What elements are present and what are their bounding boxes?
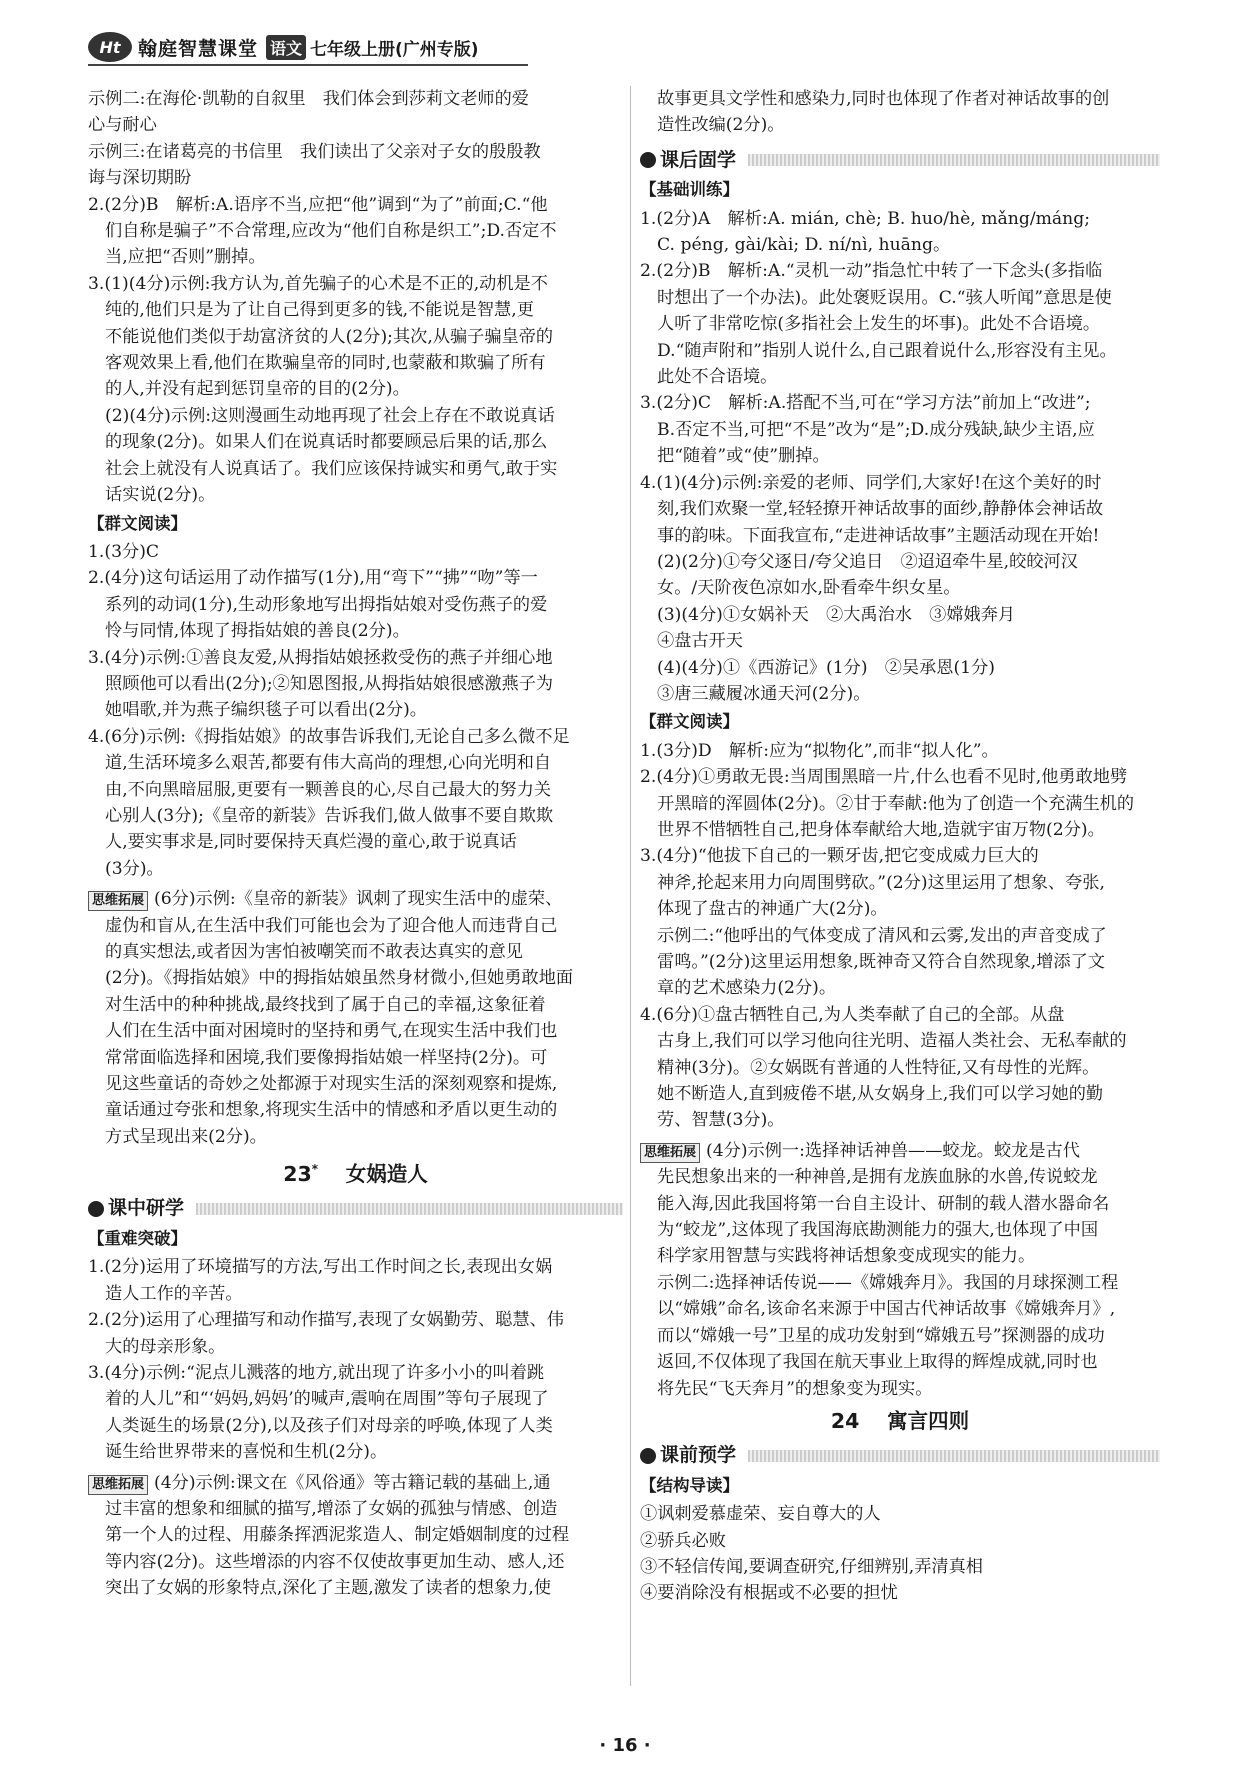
answer-line: 而以“嫦娥一号”卫星的成功发射到“嫦娥五号”探测器的成功 [657, 1325, 1105, 1346]
page-header [88, 30, 479, 64]
structure-item: ②骄兵必败 [640, 1530, 726, 1551]
answer-line: 返回,不仅体现了我国在航天事业上取得的辉煌成就,同时也 [657, 1352, 1098, 1373]
answer-line: 事的韵味。下面我宣布,“走进神话故事”主题活动现在开始! [657, 525, 1100, 546]
answer-line: 的真实想法,或者因为害怕被嘲笑而不敢表达真实的意见 [105, 942, 523, 962]
answer-line: 4.(6分)示例:《拇指姑娘》的故事告诉我们,无论自己多么微不足 [88, 726, 570, 747]
answer-line: 2.(2分)B 解析:A.“灵机一动”指急忙中转了一下念头(多指临 [640, 261, 1103, 282]
answer-line: 童话通过夸张和想象,将现实生活中的情感和矛盾以更生动的 [105, 1100, 558, 1121]
answer-line: 人们在生活中面对困境时的坚持和勇气,在现实生活中我们也 [105, 1021, 558, 1042]
answer-line: 女。/天阶夜色凉如水,卧看牵牛织女星。 [657, 578, 961, 599]
answer-line: 3.(4分)“他拔下自己的一颗牙齿,把它变成威力巨大的 [640, 846, 1039, 867]
answer-line: 社会上就没有人说真话了。我们应该保持诚实和勇气,敢于实 [105, 458, 558, 479]
bullet-icon [640, 1448, 656, 1464]
answer-line: 人听了非常吃惊(多指社会上发生的坏事)。此处不合语境。 [657, 314, 1101, 335]
answer-line: 4.(6分)①盘古牺牲自己,为人类奉献了自己的全部。从盘 [640, 1004, 1065, 1025]
answer-line: 对生活中的种种挑战,最终找到了属于自己的幸福,这象征着 [105, 994, 546, 1015]
lesson-23-title: 23* 女娲造人 [283, 1162, 428, 1187]
text-line: 诲与深切期盼 [88, 168, 192, 189]
answer-line: D.“随声附和”指别人说什么,自己跟着说什么,形容没有主见。 [657, 340, 1117, 361]
left-column [88, 86, 623, 1602]
answer-line: C. péng, gài/kài; D. ní/nì, huāng。 [657, 235, 951, 256]
answer-line: 系列的动词(1分),生动形象地写出拇指姑娘对受伤燕子的爱 [105, 594, 548, 615]
answer-line: 雷鸣。”(2分)这里运用想象,既神奇又符合自然现象,增添了文 [657, 952, 1105, 972]
answer-line: 的人,并没有起到惩罚皇帝的目的(2分)。 [105, 379, 410, 400]
right-column [640, 86, 1160, 1607]
page-number: · 16 · [599, 1735, 651, 1756]
answer-line: 3.(1)(4分)示例:我方认为,首先骗子的心术是不正的,动机是不 [88, 273, 548, 294]
answer-line: 心别人(3分);《皇帝的新装》告诉我们,做人做事不要自欺欺 [105, 805, 554, 826]
answer-line: 3.(4分)示例:“泥点儿溅落的地方,就出现了许多小小的叫着跳 [88, 1362, 545, 1383]
answer-line: 着的人儿”和“‘妈妈,妈妈’的喊声,震响在周围”等句子展现了 [105, 1389, 549, 1410]
answer-line: 2.(2分)运用了心理描写和动作描写,表现了女娲勤劳、聪慧、伟 [88, 1310, 564, 1331]
answer-line: 大的母亲形象。 [105, 1336, 226, 1357]
answer-line: 劳、智慧(3分)。 [657, 1110, 785, 1131]
answer-line: 道,生活环境多么艰苦,都要有伟大高尚的理想,心向光明和自 [105, 753, 552, 774]
answer-line: 纯的,他们只是为了让自己得到更多的钱,不能说是智慧,更 [105, 300, 534, 321]
structure-item: ④要消除没有根据或不必要的担忧 [640, 1583, 898, 1604]
answer-line: 故事更具文学性和感染力,同时也体现了作者对神话故事的创 [657, 89, 1110, 109]
answer-line: 方式呈现出来(2分)。 [105, 1126, 267, 1147]
answer-line: 开黑暗的浑圆体(2分)。②甘于奉献:他为了创造一个充满生机的 [657, 793, 1135, 814]
text-line: 示例三:在诸葛亮的书信里 我们读出了父亲对子女的殷殷教 [88, 141, 541, 162]
answer-line: 第一个人的过程、用藤条挥洒泥浆造人、制定婚姻制度的过程 [105, 1525, 570, 1546]
column-divider [630, 86, 631, 1686]
thinking-extension-tag: 思维拓展 [88, 891, 148, 911]
answer-line: 以“嫦娥”命名,该命名来源于中国古代神话故事《嫦娥奔月》, [657, 1299, 1116, 1320]
answer-line: 话实说(2分)。 [105, 485, 216, 506]
answer-line: 示例二:选择神话传说——《嫦娥奔月》。我国的月球探测工程 [657, 1272, 1119, 1293]
answer-line: 见这些童话的奇妙之处都源于对现实生活的深刻观察和提炼, [105, 1074, 558, 1095]
answer-line: 照顾他可以看出(2分);②知恩图报,从拇指姑娘很感激燕子为 [105, 673, 554, 694]
answer-line: 她不断造人,直到疲倦不堪,从女娲身上,我们可以学习她的勤 [657, 1084, 1104, 1105]
publisher-logo: Ht [88, 32, 132, 62]
lesson-24-title: 24 寓言四则 [830, 1408, 970, 1433]
subject-badge: 语文 [266, 35, 306, 60]
answer-line: (4)(4分)①《西游记》(1分) ②吴承恩(1分) [657, 657, 996, 678]
answer-line: 3.(4分)示例:①善良友爱,从拇指姑娘拯救受伤的燕子并细心地 [88, 647, 553, 668]
subsection-title: 【重难突破】 [88, 1228, 187, 1248]
section-header: 课中研学 [88, 1195, 623, 1221]
text-line: 示例二:在海伦·凯勒的自叙里 我们体会到莎莉文老师的爱 [88, 89, 529, 109]
answer-line: 造人工作的辛苦。 [105, 1283, 243, 1304]
answer-line: 诞生给世界带来的喜悦和生机(2分)。 [105, 1442, 388, 1463]
answer-line: 们自称是骗子”不合常理,应改为“他们自称是织工”;D.否定不 [105, 221, 557, 242]
answer-line: 她唱歌,并为燕子编织毯子可以看出(2分)。 [105, 700, 427, 721]
answer-line: 为“蛟龙”,这体现了我国海底勘测能力的强大,也体现了中国 [657, 1220, 1099, 1241]
subsection-title: 【基础训练】 [640, 180, 739, 200]
answer-line: 把“随着”或“使”删掉。 [657, 446, 830, 467]
answer-line: 不能说他们类似于劫富济贫的人(2分);其次,从骗子骗皇帝的 [105, 326, 554, 347]
answer-line: 将先民“飞天奔月”的想象变为现实。 [657, 1378, 933, 1399]
answer-line: 怜与同情,体现了拇指姑娘的善良(2分)。 [105, 621, 410, 642]
header-rule [88, 64, 528, 66]
answer-line: (3)(4分)①女娲补天 ②大禹治水 ③嫦娥奔月 [657, 604, 1016, 625]
answer-line: 当,应把“否则”删掉。 [105, 247, 266, 268]
answer-line: 古身上,我们可以学习他向往光明、造福人类社会、无私奉献的 [657, 1031, 1127, 1052]
structure-item: ③不轻信传闻,要调查研究,仔细辨别,弄清真相 [640, 1556, 983, 1577]
answer-line: 突出了女娲的形象特点,深化了主题,激发了读者的想象力,使 [105, 1578, 552, 1599]
subsection-title: 【群文阅读】 [88, 513, 187, 533]
answer-line: 3.(2分)C 解析:A.搭配不当,可在“学习方法”前加上“改进”; [640, 393, 1091, 414]
answer-line: 人,要实事求是,同时要保持天真烂漫的童心,敢于说真话 [105, 832, 517, 853]
answer-line: 4.(1)(4分)示例:亲爱的老师、同学们,大家好!在这个美好的时 [640, 472, 1102, 493]
answer-line: 体现了盘古的神通广大(2分)。 [657, 899, 888, 920]
answer-line: (2)(2分)①夸父逐日/夸父追日 ②迢迢牵牛星,皎皎河汉 [657, 551, 1078, 572]
bullet-icon [88, 1201, 104, 1217]
answer-line: 刻,我们欢聚一堂,轻轻撩开神话故事的面纱,静静体会神话故 [657, 499, 1104, 520]
answer-line: 世界不惜牺牲自己,把身体奉献给大地,造就宇宙万物(2分)。 [657, 819, 1105, 840]
answer-line: 造性改编(2分)。 [657, 115, 785, 136]
thinking-extension-tag: 思维拓展 [88, 1475, 148, 1495]
answer-line: (4分)示例一:选择神话神兽——蛟龙。蛟龙是古代 [706, 1140, 1080, 1161]
answer-line: (4分)示例:课文在《风俗通》等古籍记载的基础上,通 [154, 1472, 551, 1493]
answer-line: 示例二:“他呼出的气体变成了清风和云雾,发出的声音变成了 [657, 925, 1107, 946]
structure-item: ①讽刺爱慕虚荣、妄自尊大的人 [640, 1504, 881, 1525]
answer-line: 1.(3分)D 解析:应为“拟物化”,而非“拟人化”。 [640, 740, 999, 761]
answer-line: 等内容(2分)。这些增添的内容不仅使故事更加生动、感人,还 [105, 1551, 565, 1572]
answer-line: 1.(3分)C [88, 541, 160, 562]
answer-line: (2)(4分)示例:这则漫画生动地再现了社会上存在不敢说真话 [105, 405, 555, 426]
subsection-title: 【结构导读】 [640, 1475, 739, 1495]
section-header: 课前预学 [640, 1442, 1160, 1468]
answer-line: 神斧,抡起来用力向周围劈砍。”(2分)这里运用了想象、夸张, [657, 872, 1105, 893]
subsection-title: 【群文阅读】 [640, 712, 739, 732]
answer-line: 此处不合语境。 [657, 367, 778, 388]
brand-title: 翰庭智慧课堂 [138, 37, 259, 60]
answer-line: 常常面临选择和困境,我们要像拇指姑娘一样坚持(2分)。可 [105, 1047, 548, 1068]
answer-line: 虚伪和盲从,在生活中我们可能也会为了迎合他人而违背自己 [105, 915, 558, 936]
answer-line: (3分)。 [105, 858, 164, 879]
answer-line: (2分)。《拇指姑娘》中的拇指姑娘虽然身材微小,但她勇敢地面 [105, 968, 574, 989]
answer-line: 客观效果上看,他们在欺骗皇帝的同时,也蒙蔽和欺骗了所有 [105, 353, 546, 374]
answer-line: 章的艺术感染力(2分)。 [657, 978, 837, 999]
answer-line: 人类诞生的场景(2分),以及孩子们对母亲的呼唤,体现了人类 [105, 1415, 553, 1436]
answer-line: 精神(3分)。②女娲既有普通的人性特征,又有母性的光辉。 [657, 1057, 1100, 1078]
bullet-icon [640, 152, 656, 168]
answer-line: 1.(2分)A 解析:A. mián, chè; B. huo/hè, mǎng/máng; [640, 208, 1091, 229]
answer-line: (6分)示例:《皇帝的新装》讽刺了现实生活中的虚荣、 [154, 889, 563, 910]
answer-line: B.否定不当,可把“不是”改为“是”;D.成分残缺,缺少主语,应 [657, 419, 1095, 440]
answer-line: ③唐三藏履冰通天河(2分)。 [657, 683, 871, 704]
answer-line: 的现象(2分)。如果人们在说真话时都要顾忌后果的话,那么 [105, 432, 548, 453]
thinking-extension-tag: 思维拓展 [640, 1143, 700, 1163]
grade-label: 七年级上册(广州专版) [310, 39, 479, 60]
answer-line: 能入海,因此我国将第一台自主设计、研制的载人潜水器命名 [657, 1193, 1110, 1214]
answer-line: 由,不向黑暗屈服,更要有一颗善良的心,尽自己最大的努力关 [105, 779, 552, 800]
answer-line: ④盘古开天 [657, 631, 743, 652]
answer-line: 先民想象出来的一种神兽,是拥有龙族血脉的水兽,传说蛟龙 [657, 1167, 1098, 1188]
section-header: 课后固学 [640, 147, 1160, 173]
answer-line: 科学家用智慧与实践将神话想象变成现实的能力。 [657, 1246, 1036, 1267]
answer-line: 2.(4分)①勇敢无畏:当周围黑暗一片,什么也看不见时,他勇敢地劈 [640, 767, 1128, 788]
answer-line: 2.(2分)B 解析:A.语序不当,应把“他”调到“为了”前面;C.“他 [88, 194, 548, 215]
answer-line: 1.(2分)运用了环境描写的方法,写出工作时间之长,表现出女娲 [88, 1257, 553, 1278]
answer-line: 过丰富的想象和细腻的描写,增添了女娲的孤独与情感、创造 [105, 1498, 558, 1519]
answer-line: 时想出了一个办法)。此处褒贬误用。C.“骇人听闻”意思是使 [657, 287, 1112, 308]
text-line: 心与耐心 [88, 115, 157, 136]
answer-line: 2.(4分)这句话运用了动作描写(1分),用“弯下”“拂”“吻”等一 [88, 568, 538, 589]
